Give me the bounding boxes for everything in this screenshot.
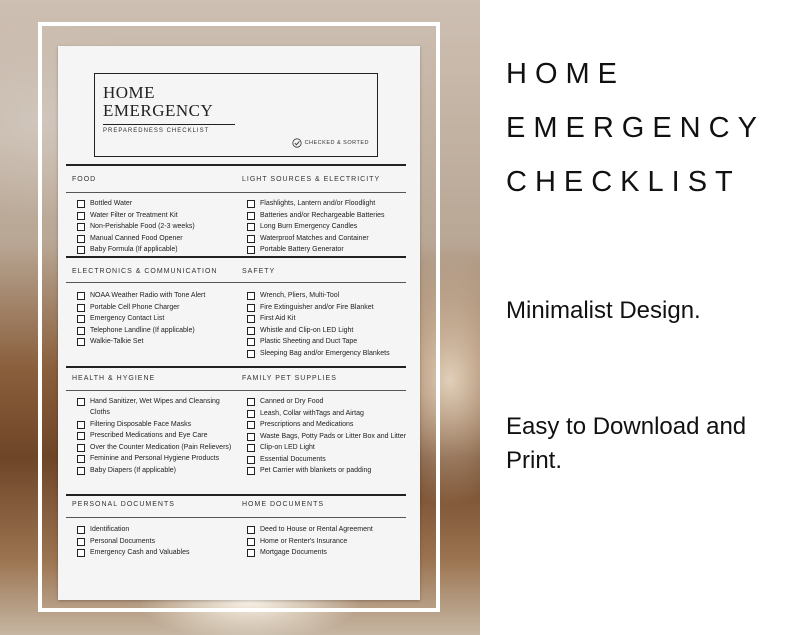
checkbox[interactable] [247,223,255,231]
checkbox[interactable] [247,235,255,243]
checkbox[interactable] [77,549,85,557]
checkbox[interactable] [247,304,255,312]
checkbox[interactable] [77,444,85,452]
checkbox[interactable] [247,421,255,429]
section-heading: HEALTH & HYGIENE [72,375,156,382]
checkbox[interactable] [247,433,255,441]
checklist-item-label: Bottled Water [90,200,133,207]
checkbox[interactable] [247,456,255,464]
checklist-item [77,419,232,430]
checklist-item-label: Batteries and/or Rechargeable Batteries [260,211,385,219]
checklist-item-label: Sleeping Bag and/or Emergency Blankets [260,349,390,357]
checklist-item-label: Personal Documents [90,537,155,545]
checklist-item-label: Mortgage Documents [260,549,327,556]
checklist-items [77,524,232,559]
checklist-item [247,536,412,547]
checkbox[interactable] [247,398,255,406]
checkbox[interactable] [247,200,255,208]
checklist-item [77,524,232,535]
checklist-item-label: Emergency Contact List [90,315,165,322]
checklist-item-label: Baby Diapers (If applicable) [90,466,176,474]
checklist-item-label: Walkie-Talkie Set [90,338,144,345]
section-divider [66,366,406,368]
checklist-item-label: Prescribed Medications and Eye Care [90,432,208,439]
checklist-item-label: Whistle and Clip-on LED Light [260,326,354,334]
checklist-item [247,454,412,465]
checklist-item-label: Identification [90,526,130,533]
checkbox[interactable] [77,455,85,463]
checkbox[interactable] [247,292,255,300]
section-subdivider [66,282,406,283]
section-subdivider [66,192,406,193]
checklist-item-label: First Aid Kit [260,315,296,322]
checklist-item-label: Pet Carrier with blankets or padding [260,467,372,474]
listing-heading-line-2: EMERGENCY [506,112,765,144]
checkbox[interactable] [247,526,255,534]
checked-badge [292,138,369,148]
sheet-title-line1: HOME [103,83,156,102]
checklist-items [77,290,232,348]
checklist-item [77,198,232,209]
checklist-item-label: Leash, Collar withTags and Airtag [260,409,364,417]
checklist-item [247,419,412,430]
listing-copy-download: Easy to Download and Print. [506,413,747,474]
badge-label: CHECKED & SORTED [304,140,369,146]
checklist-items [77,198,232,256]
checklist-item-label: Essential Documents [260,455,326,463]
checkbox[interactable] [247,467,255,475]
checkbox[interactable] [77,467,85,475]
section-heading: ELECTRONICS & COMMUNICATION [72,268,218,275]
checklist-item [77,233,232,244]
checklist-item-label: Canned or Dry Food [260,398,324,405]
checkbox[interactable] [77,223,85,231]
checklist-item-label: Non-Perishable Food (2-3 weeks) [90,223,195,230]
section-heading: PERSONAL DOCUMENTS [72,501,175,508]
checkbox[interactable] [247,444,255,452]
checklist-item-label: Manual Canned Food Opener [90,234,183,242]
checklist-item [247,408,412,419]
checklist-items [77,396,232,476]
section-divider [66,256,406,258]
checklist-item-label: Home or Renter's Insurance [260,537,348,545]
checklist-items [247,198,412,256]
checklist-item [77,430,232,441]
checkbox[interactable] [77,538,85,546]
checkbox[interactable] [77,338,85,346]
checklist-item [247,336,412,347]
checklist-item [77,221,232,232]
section-heading: FOOD [72,176,97,183]
checklist-item [77,244,232,255]
checklist-item [247,302,412,313]
checkbox[interactable] [77,212,85,220]
checklist-item-label: Filtering Disposable Face Masks [90,420,192,428]
checkbox[interactable] [77,421,85,429]
checklist-item [77,302,232,313]
sheet-subtitle: PREPAREDNESS CHECKLIST [103,128,210,134]
checklist-items [247,290,412,359]
checklist-item [247,290,412,301]
section-divider [66,164,406,166]
checklist-item [247,325,412,336]
listing-copy-design: Minimalist Design. [506,297,701,324]
checklist-item [77,290,232,301]
checklist-item [247,396,412,407]
checkbox[interactable] [77,315,85,323]
checklist-item-label: Wrench, Pliers, Multi-Tool [260,292,340,299]
checklist-item [247,431,412,442]
checkbox[interactable] [77,292,85,300]
checklist-item [77,336,232,347]
checklist-item [247,210,412,221]
checkbox[interactable] [77,327,85,335]
section-heading: FAMILY PET SUPPLIES [242,375,337,382]
checkbox[interactable] [247,315,255,323]
checklist-item-label: Portable Battery Generator [260,246,344,253]
listing-heading-line-3: CHECKLIST [506,166,741,198]
checklist-item [247,221,412,232]
checklist-item-label: Flashlights, Lantern and/or Floodlight [260,200,376,207]
checklist-items [247,524,412,559]
check-circle-icon [292,138,302,148]
section-heading: HOME DOCUMENTS [242,501,325,508]
title-box [94,73,378,157]
checklist-item-label: Deed to House or Rental Agreement [260,526,373,533]
checklist-item [77,210,232,221]
checklist-item-label: Fire Extinguisher and/or Fire Blanket [260,303,374,311]
checklist-item-label: Hand Sanitizer, Wet Wipes and Cleansing Cloths [90,398,220,416]
section-subdivider [66,390,406,391]
title-underline [103,124,235,125]
checklist-item [247,198,412,209]
checklist-item [247,442,412,453]
checklist-item [77,396,232,418]
checkbox[interactable] [77,526,85,534]
checklist-sheet [58,46,420,600]
checkbox[interactable] [247,327,255,335]
section-heading: LIGHT SOURCES & ELECTRICITY [242,176,381,183]
checklist-item [77,536,232,547]
checklist-item-label: Telephone Landline (If applicable) [90,326,195,334]
sheet-title-line2: EMERGENCY [103,101,214,120]
checkbox[interactable] [77,235,85,243]
checklist-item [247,547,412,558]
listing-heading-line-1: HOME [506,58,625,90]
checklist-items [247,396,412,477]
checklist-item-label: Over the Counter Medication (Pain Relievers) [90,443,232,451]
checkbox[interactable] [247,350,255,358]
checklist-item [247,524,412,535]
checkbox[interactable] [77,246,85,254]
checklist-item-label: Clip-on LED Light [260,444,315,451]
checklist-item-label: Prescriptions and Medications [260,421,354,428]
section-heading: SAFETY [242,268,276,275]
checklist-item-label: Waste Bags, Potty Pads or Litter Box and Litter [260,432,407,440]
checkbox[interactable] [247,538,255,546]
checkbox[interactable] [247,246,255,254]
checkbox[interactable] [77,304,85,312]
checkbox[interactable] [247,549,255,557]
checklist-item-label: Water Filter or Treatment Kit [90,211,178,219]
checklist-item [247,348,412,359]
checklist-item [77,547,232,558]
checklist-item-label: Waterproof Matches and Container [260,234,369,242]
checkbox[interactable] [247,212,255,220]
section-divider [66,494,406,496]
checklist-item-label: Emergency Cash and Valuables [90,549,190,556]
checklist-item [77,325,232,336]
checkbox[interactable] [247,410,255,418]
checkbox[interactable] [77,200,85,208]
checklist-item [77,313,232,324]
checklist-item [247,465,412,476]
checkbox[interactable] [247,338,255,346]
checkbox[interactable] [77,432,85,440]
section-subdivider [66,517,406,518]
checklist-item [77,465,232,476]
checklist-item [247,244,412,255]
checklist-item [247,233,412,244]
checkbox[interactable] [77,398,85,406]
checklist-item [247,313,412,324]
checklist-item-label: NOAA Weather Radio with Tone Alert [90,292,206,299]
checklist-item [77,453,232,464]
checklist-item-label: Feminine and Personal Hygiene Products [90,455,220,462]
checklist-item-label: Baby Formula (If applicable) [90,246,178,253]
checklist-item [77,442,232,453]
checklist-item-label: Portable Cell Phone Charger [90,303,180,311]
checklist-item-label: Plastic Sheeting and Duct Tape [260,338,358,345]
checklist-item-label: Long Burn Emergency Candles [260,223,358,230]
